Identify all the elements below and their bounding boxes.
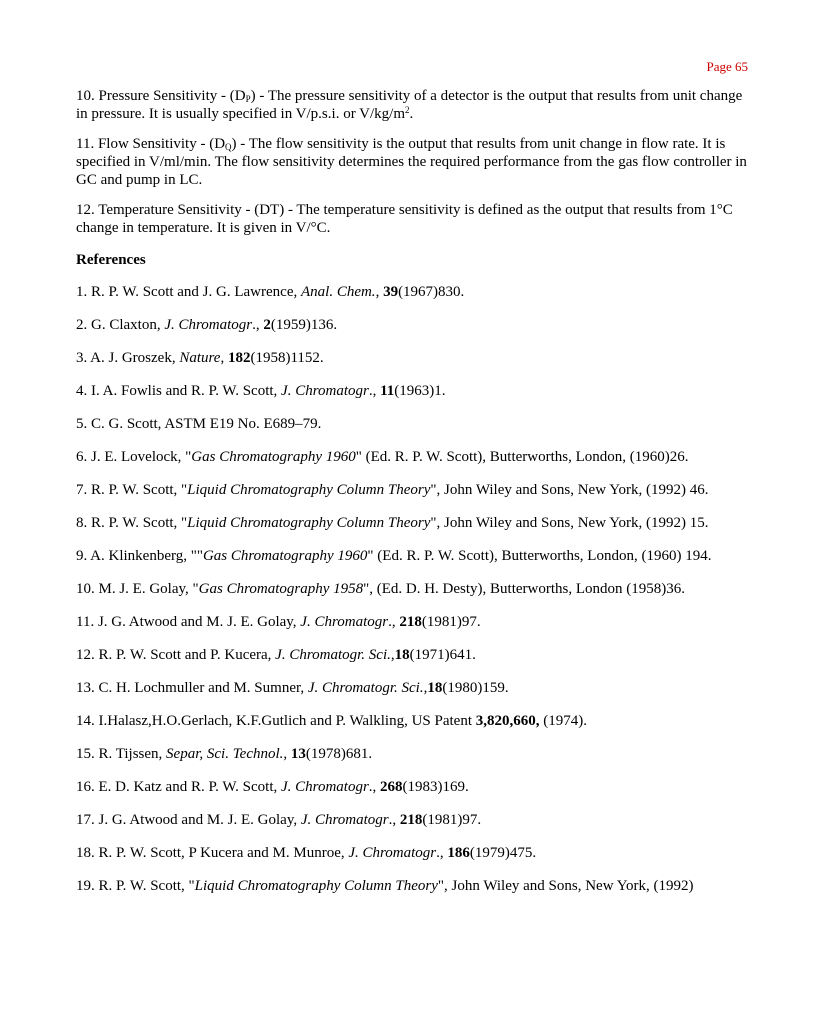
reference-item: 15. R. Tijssen, Separ, Sci. Technol., 13(1978)681. — [76, 746, 373, 762]
page-number: Page 65 — [706, 59, 748, 74]
references-list — [76, 283, 748, 895]
reference-item: 12. R. P. W. Scott and P. Kucera, J. Chromatogr. Sci.,18(1971)641. — [76, 647, 476, 663]
reference-item: 19. R. P. W. Scott, "Liquid Chromatography Column Theory", John Wiley and Sons, New York, (1992) — [76, 878, 694, 894]
reference-item: 1. R. P. W. Scott and J. G. Lawrence, Anal. Chem., 39(1967)830. — [76, 284, 465, 300]
reference-item: 5. C. G. Scott, ASTM E19 No. E689–79. — [76, 416, 322, 432]
reference-item: 13. C. H. Lochmuller and M. Sumner, J. Chromatogr. Sci.,18(1980)159. — [76, 680, 509, 696]
reference-item: 18. R. P. W. Scott, P Kucera and M. Munroe, J. Chromatogr., 186(1979)475. — [76, 845, 537, 861]
reference-item: 11. J. G. Atwood and M. J. E. Golay, J. Chromatogr., 218(1981)97. — [76, 614, 481, 630]
reference-item: 10. M. J. E. Golay, "Gas Chromatography 1958", (Ed. D. H. Desty), Butterworths, London (1958)36. — [76, 581, 686, 597]
definition-pressure-sensitivity: 10. Pressure Sensitivity - $(D_P)$ - The pressure sensitivity of a detector is the output that results from unit change in pressure. It is usually specified in V/p.s.i. or $V/kg/m^2$. — [76, 88, 743, 122]
definition-flow-sensitivity: 11. Flow Sensitivity - $(D_Q)$ - The flow sensitivity is the output that results from unit change in flow rate. It is specified in V/ml/min. The flow sensitivity determines the required performance from the gas flow controller in GC and pump in LC. — [76, 136, 747, 188]
references-heading: References — [76, 252, 146, 268]
reference-item: 4. I. A. Fowlis and R. P. W. Scott, J. Chromatogr., 11(1963)1. — [76, 383, 446, 399]
reference-item: 6. J. E. Lovelock, "Gas Chromatography 1960" (Ed. R. P. W. Scott), Butterworths, London, (1960)26. — [76, 449, 689, 465]
reference-item: 2. G. Claxton, J. Chromatogr., 2(1959)136. — [76, 317, 338, 333]
reference-item: 17. J. G. Atwood and M. J. E. Golay, J. Chromatogr., 218(1981)97. — [76, 812, 482, 828]
reference-item: 16. E. D. Katz and R. P. W. Scott, J. Chromatogr., 268(1983)169. — [76, 779, 469, 795]
page-content — [76, 87, 748, 910]
reference-item: 9. A. Klinkenberg, ""Gas Chromatography 1960" (Ed. R. P. W. Scott), Butterworths, London, (1960) 194. — [76, 548, 712, 564]
reference-item: 8. R. P. W. Scott, "Liquid Chromatography Column Theory", John Wiley and Sons, New York, (1992) 15. — [76, 515, 709, 531]
reference-item: 3. A. J. Groszek, Nature, 182(1958)1152. — [76, 350, 324, 366]
reference-item: 14. I.Halasz,H.O.Gerlach, K.F.Gutlich and P. Walkling, US Patent 3,820,660, (1974). — [76, 713, 588, 729]
definition-temperature-sensitivity: 12. Temperature Sensitivity - (DT) - The temperature sensitivity is defined as the output that results from 1°C change in temperature. It is given in V/°C. — [76, 202, 733, 236]
reference-item: 7. R. P. W. Scott, "Liquid Chromatography Column Theory", John Wiley and Sons, New York, (1992) 46. — [76, 482, 709, 498]
